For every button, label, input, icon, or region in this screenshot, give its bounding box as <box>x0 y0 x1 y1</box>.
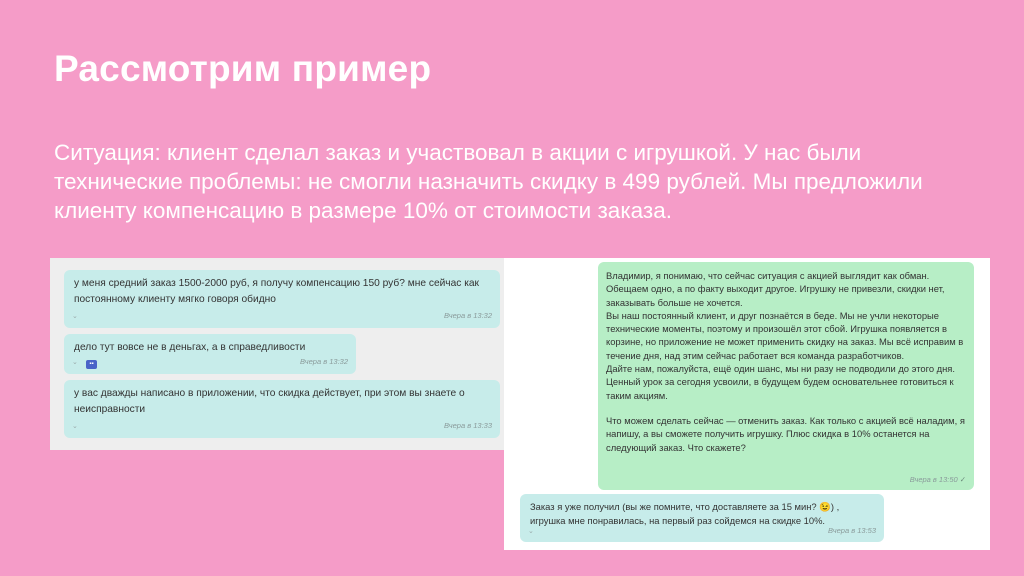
message-text: у вас дважды написано в приложении, что скидка действует, при этом вы знаете о неисправности <box>74 388 465 415</box>
chevron-down-icon: ⌄ <box>72 359 78 367</box>
chevron-down-icon: ⌄ <box>72 423 78 431</box>
message-time: Вчера в 13:50 ✓ <box>909 474 966 484</box>
chat-message <box>64 380 500 438</box>
chevron-down-icon: ⌄ <box>72 313 78 321</box>
check-icon: ✓ <box>959 474 966 484</box>
operator-message <box>598 262 974 490</box>
message-paragraph: Владимир, я понимаю, что сейчас ситуация с акцией выглядит как обман. Обещаем одно, а по факту выходит другое. Игрушку не привезли, скидки нет, заказывать больше не хочется. <box>606 270 945 308</box>
message-time: Вчера в 13:32 <box>444 311 492 321</box>
situation-text: Ситуация: клиент сделал заказ и участвовал в акции с игрушкой. У нас были технические проблемы: не смогли назначить скидку в 499 рублей. Мы предложили клиенту компенсацию в размере 10% от стоимости заказа. <box>54 140 923 223</box>
message-paragraph: Вы наш постоянный клиент, и друг познаётся в беде. Мы не учли некоторые технические моменты, поэтому и произошёл этот сбой. Игрушка появляется в корзине, но приложение не может применить скидку на заказ. Мы всё исправим в течение дня, над этим сейчас работает вся команда разработчиков. <box>606 309 964 361</box>
chevron-down-icon: ⌄ <box>528 528 534 535</box>
message-time: Вчера в 13:32 <box>300 357 348 367</box>
client-message <box>520 494 884 542</box>
message-time: Вчера в 13:53 <box>828 526 876 535</box>
slide-title: Рассмотрим пример <box>54 48 432 89</box>
message-time: Вчера в 13:33 <box>444 421 492 431</box>
chat-screenshot-right <box>504 258 990 550</box>
message-text: дело тут вовсе не в деньгах, а в справедливости <box>74 342 306 353</box>
chat-badge-icon: ▪▪ <box>86 360 97 369</box>
message-paragraph: Дайте нам, пожалуйста, ещё один шанс, мы ни разу не подводили до этого дня. Ценный урок за сегодня усвоили, в будущем будем основательнее готовиться к таким акциям. <box>606 363 955 401</box>
chat-screenshot-left <box>50 258 522 450</box>
chat-message <box>64 334 356 374</box>
message-paragraph: Что можем сделать сейчас — отменить заказ. Как только с акцией всё наладим, я напишу, а вы сможете получить игрушку. Плюс скидка в 10% останется на следующий заказ. Что скажете? <box>606 414 965 453</box>
message-text: Заказ я уже получил (вы же помните, что доставляете за 15 мин? 😉) , игрушка мне понравилась, на первый раз сойдемся на скидке 10%. <box>530 501 840 526</box>
message-text: у меня средний заказ 1500-2000 руб, я получу компенсацию 150 руб? мне сейчас как постоянному клиенту мягко говоря обидно <box>74 278 480 305</box>
chat-message <box>64 270 500 328</box>
